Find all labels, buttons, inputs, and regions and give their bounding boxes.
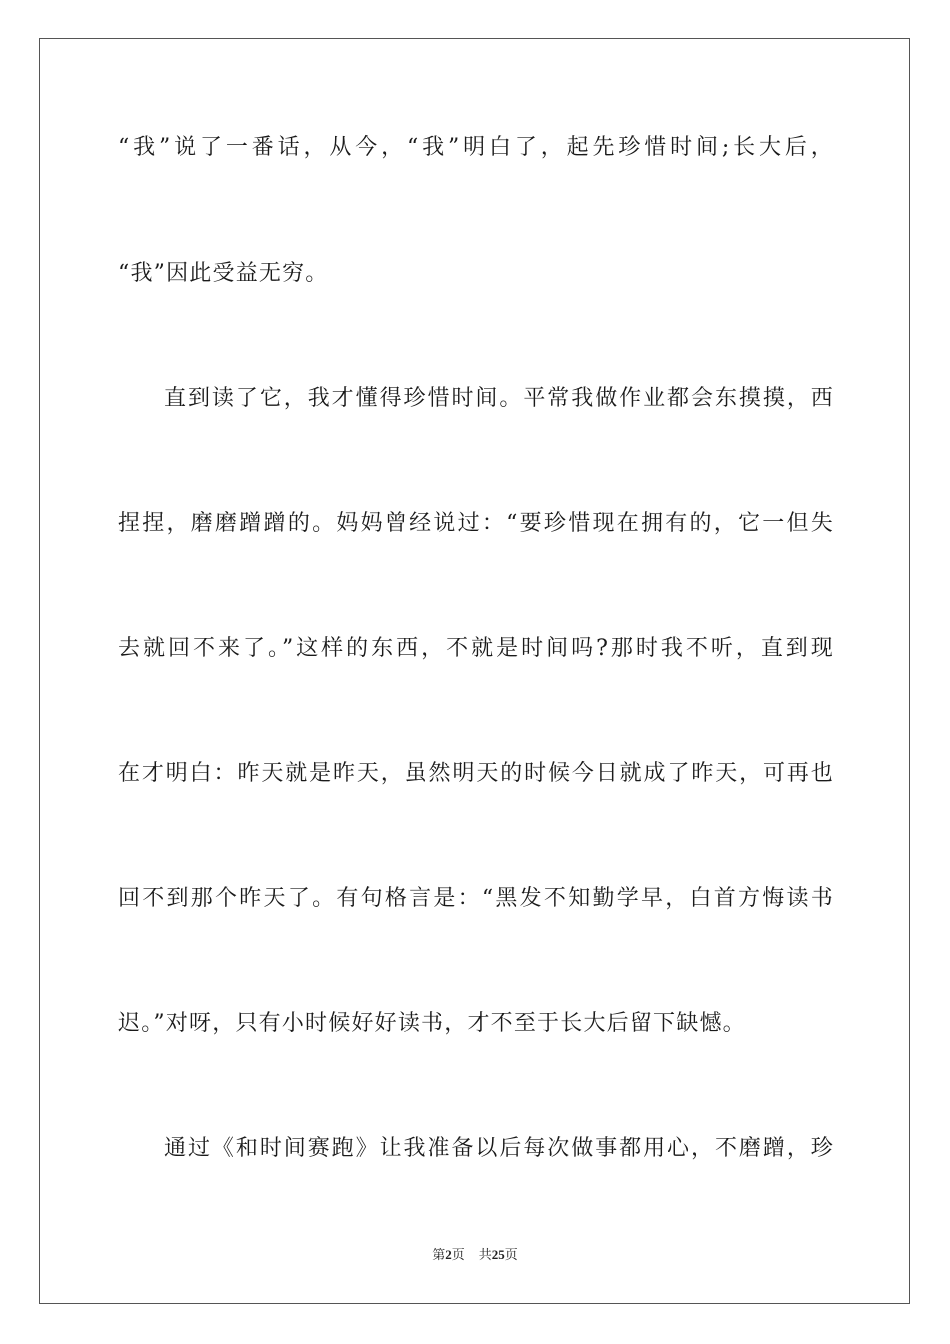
paragraph-line: 去就回不来了。”这样的东西，不就是时间吗?那时我不听，直到现: [118, 636, 834, 661]
page-number: 2: [445, 1247, 452, 1262]
total-prefix: 共: [478, 1248, 492, 1263]
paragraph-line: 捏捏，磨磨蹭蹭的。妈妈曾经说过：“要珍惜现在拥有的，它一但失: [118, 511, 834, 536]
page-border: [39, 38, 910, 1304]
page-suffix: 页: [451, 1248, 465, 1263]
page-footer: [0, 1246, 950, 1265]
total-suffix: 页: [504, 1248, 518, 1263]
paragraph-line: 直到读了它，我才懂得珍惜时间。平常我做作业都会东摸摸，西: [164, 386, 834, 411]
paragraph-line: “我”说了一番话，从今，“我”明白了，起先珍惜时间;长大后，: [118, 135, 834, 160]
page-prefix: 第: [432, 1248, 446, 1263]
paragraph-line: 迟。”对呀，只有小时候好好读书，才不至于长大后留下缺憾。: [118, 1011, 746, 1036]
paragraph-line: 通过《和时间赛跑》让我准备以后每次做事都用心，不磨蹭，珍: [164, 1136, 834, 1161]
paragraph-line: 回不到那个昨天了。有句格言是：“黑发不知勤学早，白首方悔读书: [118, 886, 834, 911]
total-pages: 25: [491, 1247, 505, 1262]
paragraph-line: 在才明白：昨天就是昨天，虽然明天的时候今日就成了昨天，可再也: [118, 761, 834, 786]
paragraph-line: “我”因此受益无穷。: [118, 261, 329, 286]
